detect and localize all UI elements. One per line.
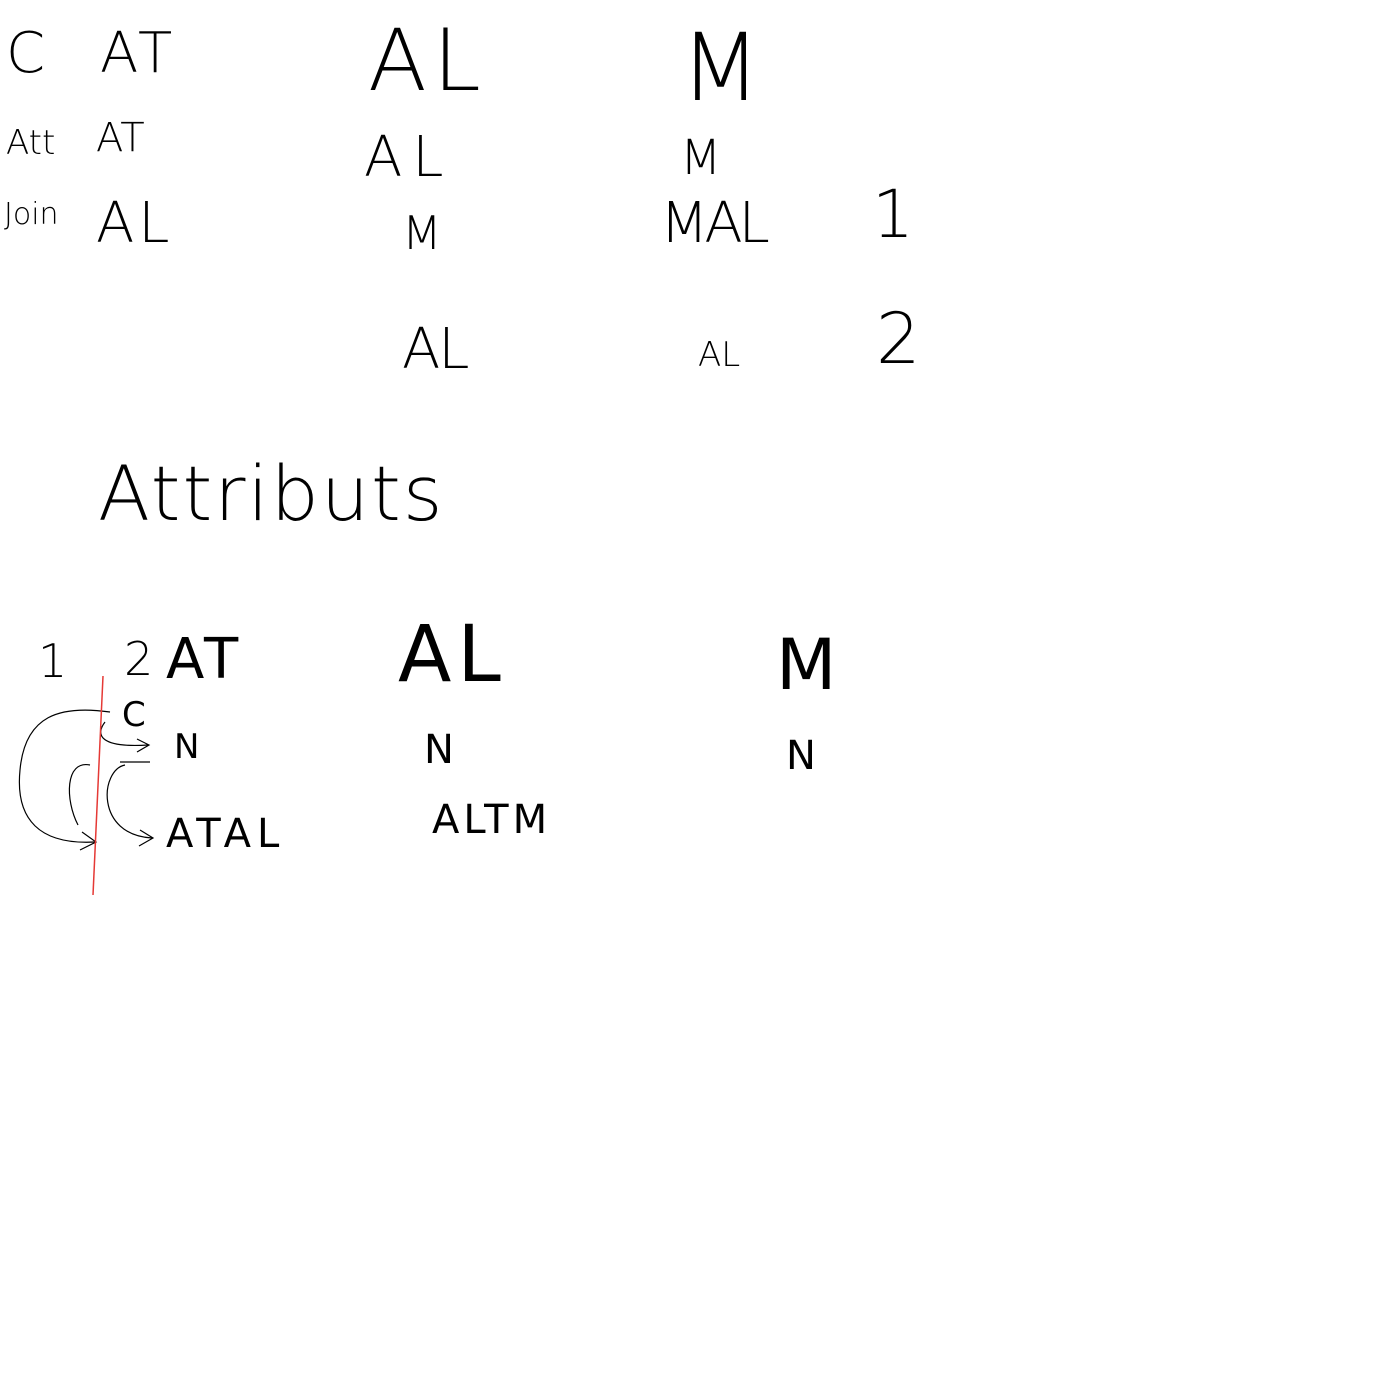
row3-one: 1 xyxy=(872,176,918,253)
attr-num2: 2 xyxy=(124,632,154,686)
row2-at: AT xyxy=(96,115,145,161)
row2-m: M xyxy=(680,130,726,186)
row4-al-small: AL xyxy=(698,335,741,375)
arrowhead-outer xyxy=(80,832,96,850)
attr-atal: ATAL xyxy=(166,811,286,857)
attr-at: AT xyxy=(166,627,243,692)
attr-m: M xyxy=(776,624,843,706)
label-att: Att xyxy=(6,123,56,163)
attr-n2: N xyxy=(424,727,455,773)
attr-n1: N xyxy=(174,727,201,767)
row2-al: AL xyxy=(364,125,454,190)
row3-al: AL xyxy=(96,191,174,256)
row1-at: AT xyxy=(100,21,177,86)
attr-altm: ALTM xyxy=(432,797,552,843)
attr-al: AL xyxy=(398,610,507,700)
attr-n3: N xyxy=(786,733,817,779)
row1-m: M xyxy=(680,14,768,123)
row4-two: 2 xyxy=(876,298,925,380)
attr-num1: 1 xyxy=(38,634,68,688)
row1-al: AL xyxy=(368,11,487,111)
curved-arrow-atal xyxy=(107,765,152,838)
attr-c: C xyxy=(122,695,147,735)
attributs-heading: Attributs xyxy=(98,449,445,538)
label-join: Join xyxy=(4,197,59,232)
red-divider-line xyxy=(93,676,103,895)
row4-al: AL xyxy=(402,317,468,382)
row3-mal: MAL xyxy=(660,191,766,256)
row3-m: M xyxy=(402,206,442,260)
label-c: C xyxy=(6,21,50,86)
curved-arrow-inner xyxy=(69,765,90,825)
